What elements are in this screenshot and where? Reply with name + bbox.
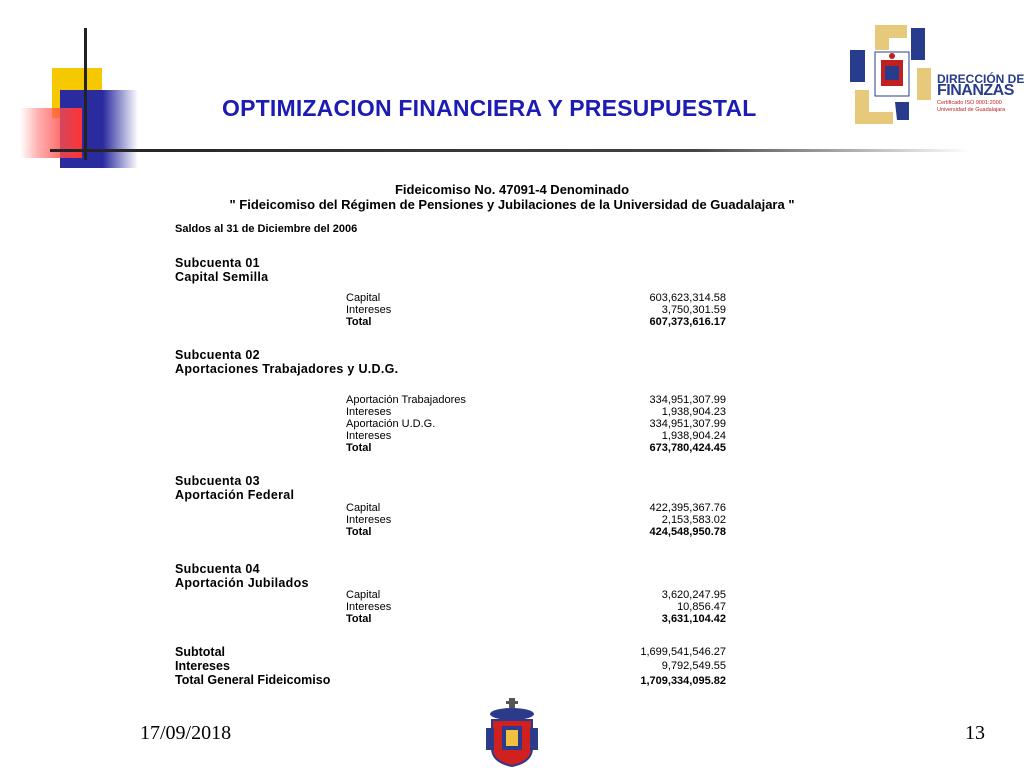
total-value: 3,631,104.42 — [661, 613, 726, 625]
document-heading: Fideicomiso No. 47091-4 Denominado — [394, 182, 630, 197]
total-label: Total — [346, 442, 372, 454]
subaccount-name: Aportación Jubilados — [175, 576, 309, 590]
row-value: 334,951,307.99 — [649, 418, 726, 430]
balance-date: Saldos al 31 de Diciembre del 2006 — [175, 223, 358, 235]
row-value: 1,938,904.24 — [661, 430, 726, 442]
row-label: Capital — [346, 589, 381, 601]
total-label: Total — [346, 526, 372, 538]
subaccount-name: Aportaciones Trabajadores y U.D.G. — [175, 362, 399, 376]
row-value: 2,153,583.02 — [661, 514, 726, 526]
direccion-finanzas-logo — [845, 20, 1024, 130]
row-value: 422,395,367.76 — [649, 502, 726, 514]
total-label: Total — [346, 316, 372, 328]
total-value: 424,548,950.78 — [649, 526, 726, 538]
row-label: Intereses — [346, 514, 392, 526]
logo-line1: DIRECCIÓN DE — [937, 72, 1024, 86]
subaccount-name: Aportación Federal — [175, 488, 295, 502]
logo-line3: Certificado ISO 9001:2000 — [937, 100, 1002, 106]
row-label: Capital — [346, 292, 381, 304]
footer-date: 17/09/2018 — [140, 722, 232, 744]
logo-line2: FINANZAS — [937, 82, 1014, 99]
total-value: 607,373,616.17 — [649, 316, 726, 328]
logo-emblem-icon — [845, 20, 937, 130]
row-value: 334,951,307.99 — [649, 394, 726, 406]
subaccount-name: Capital Semilla — [175, 270, 269, 284]
subtotal-label: Subtotal — [175, 645, 225, 659]
row-value: 1,938,904.23 — [661, 406, 726, 418]
total-label: Total — [346, 613, 372, 625]
slide-title: OPTIMIZACION FINANCIERA Y PRESUPUESTAL — [222, 95, 757, 121]
university-seal-icon — [482, 698, 542, 768]
row-value: 3,620,247.95 — [661, 589, 726, 601]
grand-total-value: 1,709,334,095.82 — [640, 675, 726, 687]
interest-value: 9,792,549.55 — [661, 660, 726, 672]
page-number: 13 — [965, 722, 985, 744]
title-underline — [50, 149, 970, 152]
decorative-vertical-line — [84, 28, 87, 160]
row-label: Intereses — [346, 304, 392, 316]
document-subheading: " Fideicomiso del Régimen de Pensiones y Jubilaciones de la Universidad de Guadalajara " — [229, 197, 795, 212]
grand-total-label: Total General Fideicomiso — [175, 673, 331, 687]
row-label: Intereses — [346, 430, 392, 442]
subtotal-value: 1,699,541,546.27 — [640, 646, 726, 658]
subaccount-number: Subcuenta 01 — [175, 256, 260, 270]
subaccount-number: Subcuenta 03 — [175, 474, 260, 488]
logo-line4: Universidad de Guadalajara — [937, 107, 1006, 113]
row-label: Aportación Trabajadores — [346, 394, 466, 406]
total-value: 673,780,424.45 — [649, 442, 726, 454]
row-value: 10,856.47 — [677, 601, 726, 613]
row-label: Aportación U.D.G. — [346, 418, 436, 430]
row-label: Capital — [346, 502, 381, 514]
subaccount-number: Subcuenta 04 — [175, 562, 260, 576]
row-label: Intereses — [346, 601, 392, 613]
subaccount-number: Subcuenta 02 — [175, 348, 260, 362]
row-value: 603,623,314.58 — [649, 292, 726, 304]
row-value: 3,750,301.59 — [661, 304, 726, 316]
interest-label: Intereses — [175, 659, 230, 673]
row-label: Intereses — [346, 406, 392, 418]
